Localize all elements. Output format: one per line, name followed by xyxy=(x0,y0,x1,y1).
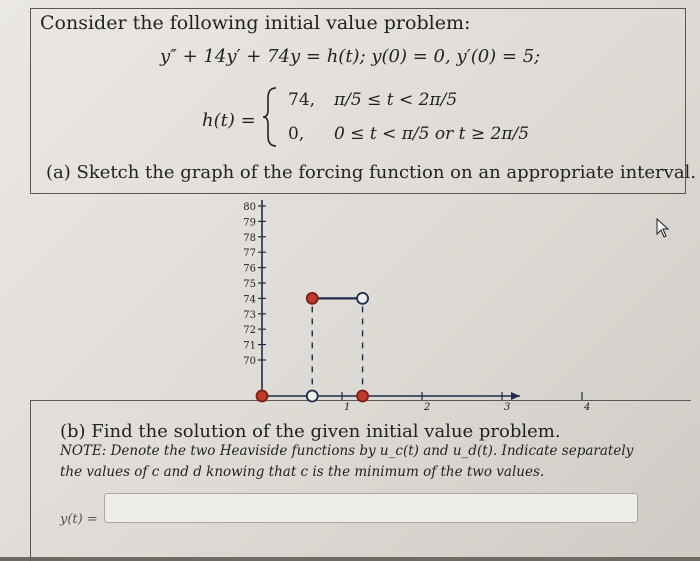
ode-equation: y″ + 14y′ + 74y = h(t); y(0) = 0, y′(0) = 5; xyxy=(160,46,541,67)
open-point-4 xyxy=(357,293,368,304)
note-line-1: NOTE: Denote the two Heaviside functions by u_c(t) and u_d(t). Indicate separately xyxy=(60,443,634,459)
y-tick-label-71: 71 xyxy=(243,340,256,352)
open-point-2 xyxy=(307,391,318,402)
filled-point-3 xyxy=(307,293,318,304)
x-tick-label-1: 1 xyxy=(344,402,351,413)
case-2-condition: 0 ≤ t < π/5 or t ≥ 2π/5 xyxy=(334,124,530,144)
answer-input[interactable] xyxy=(104,493,638,523)
answer-label: y(t) = xyxy=(60,512,98,527)
y-tick-label-75: 75 xyxy=(243,279,256,290)
part-b-prompt: (b) Find the solution of the given initial value problem. xyxy=(60,421,561,442)
forcing-function-label: h(t) = xyxy=(202,110,256,131)
x-tick-label-3: 3 xyxy=(504,402,511,413)
y-tick-label-76: 76 xyxy=(243,263,256,275)
y-tick-label-70: 70 xyxy=(243,356,256,367)
case-1-condition: π/5 ≤ t < 2π/5 xyxy=(334,90,458,110)
part-a-prompt: (a) Sketch the graph of the forcing function on an appropriate interval. xyxy=(46,162,697,183)
x-axis-arrow xyxy=(511,392,520,400)
filled-point-1 xyxy=(257,391,268,402)
y-tick-label-73: 73 xyxy=(243,309,256,321)
y-tick-label-72: 72 xyxy=(243,325,256,337)
problem-intro: Consider the following initial value problem: xyxy=(40,12,471,34)
y-tick-label-77: 77 xyxy=(243,248,256,260)
case-1-value: 74, xyxy=(288,90,316,110)
case-2-value: 0, xyxy=(288,124,305,144)
x-tick-label-4: 4 xyxy=(584,402,591,413)
filled-point-5 xyxy=(357,391,368,402)
note-line-2: the values of c and d knowing that c is the minimum of the two values. xyxy=(60,464,545,480)
y-tick-label-74: 74 xyxy=(243,294,256,306)
y-tick-label-78: 78 xyxy=(243,232,256,244)
y-tick-label-79: 79 xyxy=(243,217,256,229)
x-tick-label-2: 2 xyxy=(424,402,431,413)
mouse-cursor-icon xyxy=(656,218,670,238)
y-tick-label-80: 80 xyxy=(243,202,256,213)
